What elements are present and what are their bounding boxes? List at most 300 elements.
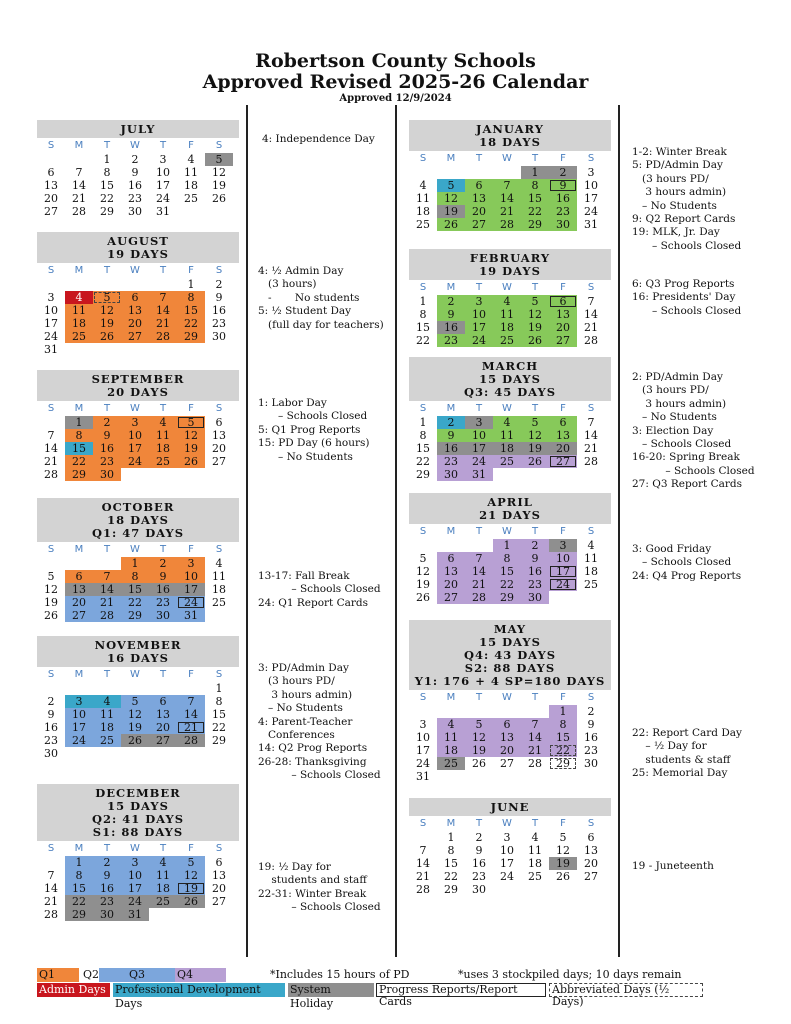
day-cell: 11 — [184, 166, 198, 179]
notes-jul: 4: Independence Day — [262, 133, 375, 145]
day-cell: 27 — [549, 334, 577, 347]
day-cell: 6 — [149, 695, 177, 708]
month-header-oct — [37, 498, 239, 542]
weekday-label: W — [130, 140, 140, 151]
day-cell: 12 — [44, 583, 58, 596]
day-cell: 28 — [584, 455, 598, 468]
day-cell: 29 — [416, 468, 430, 481]
day-cell: 19 — [177, 882, 205, 895]
day-cell: 31 — [44, 343, 58, 356]
day-cell: 17 — [156, 179, 170, 192]
day-cell: 8 — [447, 844, 455, 857]
day-cell: 20 — [212, 882, 226, 895]
day-cell: 15 — [416, 442, 430, 455]
day-cell: 16 — [93, 442, 121, 455]
day-cell: 3 — [503, 831, 511, 844]
day-grid — [409, 295, 611, 347]
day-cell: 2 — [47, 695, 55, 708]
day-cell: 25 — [184, 192, 198, 205]
month-title-line: 16 DAYS — [107, 651, 169, 665]
day-cell: 16 — [472, 857, 486, 870]
day-cell: 20 — [121, 317, 149, 330]
month-title-line: 19 DAYS — [479, 264, 541, 278]
day-cell: 1 — [419, 295, 427, 308]
day-cell: 15 — [549, 731, 577, 744]
day-cell: 29 — [65, 468, 93, 481]
weekday-label: S — [587, 403, 595, 414]
month-title-line: Q4: 43 DAYS — [463, 648, 557, 662]
day-cell: 12 — [177, 429, 205, 442]
day-cell: 7 — [177, 695, 205, 708]
legend-q2-swatch — [99, 968, 127, 982]
day-cell: 30 — [93, 908, 121, 921]
day-cell: 8 — [419, 308, 427, 321]
day-cell: 3 — [121, 416, 149, 429]
notes-jun: 19 - Juneteenth — [632, 860, 714, 872]
day-cell: 21 — [493, 205, 521, 218]
day-cell: 1 — [215, 682, 223, 695]
day-cell: 5 — [437, 179, 465, 192]
day-cell: 30 — [44, 747, 58, 760]
legend-pd-note: *Includes 15 hours of PD — [270, 968, 410, 981]
day-cell: 24 — [156, 192, 170, 205]
day-cell: 24 — [416, 757, 430, 770]
day-cell: 19 — [121, 721, 149, 734]
day-cell: 8 — [121, 570, 149, 583]
day-cell: 13 — [549, 308, 577, 321]
day-cell: 5 — [93, 291, 121, 304]
day-cell: 17 — [549, 565, 577, 578]
notes-feb: 6: Q3 Prog Reports 16: Presidents' Day – Schools Closed — [632, 278, 742, 317]
legend-stockpile-note: *uses 3 stockpiled days; 10 days remain — [458, 968, 682, 981]
day-cell: 8 — [215, 695, 223, 708]
day-cell: 16 — [128, 179, 142, 192]
day-cell: 27 — [44, 205, 58, 218]
weekday-label: M — [446, 526, 456, 537]
month-title-line: NOVEMBER — [94, 638, 182, 652]
weekday-row — [37, 403, 239, 416]
day-cell: 27 — [121, 330, 149, 343]
empty-cell — [37, 856, 65, 869]
day-cell: 10 — [500, 844, 514, 857]
empty-cell — [93, 682, 121, 695]
day-cell: 21 — [44, 455, 58, 468]
notes-aug: 4: ½ Admin Day (3 hours) - No students 5: ½ Student Day (full day for teachers) — [258, 265, 384, 331]
day-cell: 14 — [149, 304, 177, 317]
weekday-label: W — [502, 153, 512, 164]
day-cell: 1 — [447, 831, 455, 844]
month-title-line: Q3: 45 DAYS — [463, 385, 557, 399]
day-cell: 29 — [121, 609, 149, 622]
day-cell: 12 — [521, 308, 549, 321]
weekday-label: S — [215, 403, 223, 414]
day-cell: 28 — [44, 908, 58, 921]
day-cell: 23 — [44, 734, 58, 747]
day-cell: 16 — [437, 442, 465, 455]
day-cell: 9 — [215, 291, 223, 304]
weekday-label: S — [215, 544, 223, 555]
day-cell: 1 — [549, 705, 577, 718]
weekday-label: W — [130, 403, 140, 414]
day-cell: 26 — [556, 870, 570, 883]
day-cell: 13 — [212, 869, 226, 882]
weekday-label: M — [74, 265, 84, 276]
month-title-line: MAY — [493, 622, 527, 636]
day-cell: 16 — [549, 192, 577, 205]
day-cell: 25 — [93, 734, 121, 747]
day-cell: 30 — [212, 330, 226, 343]
day-cell: 29 — [212, 734, 226, 747]
weekday-label: M — [446, 153, 456, 164]
day-cell: 19 — [465, 744, 493, 757]
weekday-label: M — [74, 403, 84, 414]
day-cell: 19 — [521, 321, 549, 334]
day-cell: 17 — [121, 442, 149, 455]
day-cell: 24 — [465, 334, 493, 347]
day-grid — [409, 416, 611, 481]
day-cell: 26 — [177, 895, 205, 908]
weekday-label: W — [502, 403, 512, 414]
day-cell: 19 — [437, 205, 465, 218]
empty-cell — [437, 705, 465, 718]
empty-cell — [409, 831, 437, 844]
month-header-feb — [409, 249, 611, 280]
day-cell: 5 — [521, 416, 549, 429]
day-cell: 11 — [416, 192, 430, 205]
month-title-line: Q1: 47 DAYS — [91, 526, 185, 540]
day-cell: 18 — [65, 317, 93, 330]
day-cell: 10 — [465, 308, 493, 321]
weekday-row — [37, 669, 239, 682]
weekday-row — [409, 526, 611, 539]
day-cell: 11 — [149, 869, 177, 882]
weekday-label: S — [587, 282, 595, 293]
day-cell: 2 — [93, 416, 121, 429]
notes-oct: 13-17: Fall Break – Schools Closed 24: Q1 Report Cards — [258, 570, 381, 609]
day-cell: 2 — [549, 166, 577, 179]
day-grid — [37, 682, 239, 760]
day-cell: 25 — [149, 455, 177, 468]
day-cell: 4 — [187, 153, 195, 166]
day-cell: 1 — [103, 153, 111, 166]
day-cell: 3 — [177, 557, 205, 570]
weekday-label: T — [159, 265, 167, 276]
day-cell: 14 — [493, 192, 521, 205]
day-cell: 24 — [65, 734, 93, 747]
day-cell: 1 — [419, 416, 427, 429]
day-cell: 14 — [584, 429, 598, 442]
weekday-label: T — [159, 843, 167, 854]
day-cell: 26 — [93, 330, 121, 343]
day-cell: 5 — [559, 831, 567, 844]
day-cell: 14 — [93, 583, 121, 596]
month-title-line: 15 DAYS — [479, 372, 541, 386]
day-cell: 13 — [65, 583, 93, 596]
day-cell: 30 — [584, 757, 598, 770]
day-cell: 15 — [121, 583, 149, 596]
day-cell: 17 — [465, 321, 493, 334]
day-cell: 12 — [465, 731, 493, 744]
day-cell: 20 — [212, 442, 226, 455]
weekday-label: S — [47, 265, 55, 276]
day-cell: 1 — [521, 166, 549, 179]
weekday-label: W — [130, 544, 140, 555]
day-cell: 22 — [549, 744, 577, 757]
day-cell: 18 — [528, 857, 542, 870]
weekday-label: S — [587, 153, 595, 164]
day-cell: 18 — [212, 583, 226, 596]
day-cell: 9 — [475, 844, 483, 857]
day-cell: 16 — [584, 731, 598, 744]
weekday-label: T — [531, 153, 539, 164]
day-cell: 7 — [47, 429, 55, 442]
day-cell: 31 — [121, 908, 149, 921]
month-title-line: 15 DAYS — [479, 635, 541, 649]
day-cell: 6 — [549, 295, 577, 308]
day-cell: 19 — [177, 442, 205, 455]
empty-cell — [65, 682, 93, 695]
day-cell: 1 — [187, 278, 195, 291]
month-title-line: 15 DAYS — [107, 799, 169, 813]
day-cell: 21 — [416, 870, 430, 883]
day-cell: 14 — [72, 179, 86, 192]
day-cell: 23 — [93, 895, 121, 908]
weekday-label: W — [502, 526, 512, 537]
weekday-row — [409, 692, 611, 705]
day-cell: 24 — [549, 578, 577, 591]
day-cell: 6 — [215, 416, 223, 429]
day-cell: 4 — [149, 856, 177, 869]
day-cell: 12 — [556, 844, 570, 857]
day-cell: 21 — [584, 321, 598, 334]
day-cell: 13 — [493, 731, 521, 744]
empty-cell — [149, 278, 177, 291]
day-cell: 20 — [493, 744, 521, 757]
day-cell: 17 — [500, 857, 514, 870]
day-cell: 31 — [177, 609, 205, 622]
weekday-label: T — [531, 403, 539, 414]
day-cell: 2 — [437, 416, 465, 429]
empty-cell — [65, 153, 93, 166]
day-cell: 19 — [212, 179, 226, 192]
day-cell: 19 — [521, 442, 549, 455]
day-cell: 10 — [549, 552, 577, 565]
day-cell: 3 — [47, 291, 55, 304]
day-cell: 5 — [121, 695, 149, 708]
divider-left — [246, 105, 248, 957]
legend-q2: Q2 — [79, 968, 127, 982]
day-cell: 24 — [584, 205, 598, 218]
month-title-line: OCTOBER — [101, 500, 175, 514]
day-cell: 29 — [493, 591, 521, 604]
day-cell: 3 — [549, 539, 577, 552]
day-cell: 17 — [416, 744, 430, 757]
day-cell: 20 — [437, 578, 465, 591]
month-feb — [409, 249, 611, 347]
month-title-line: FEBRUARY — [469, 251, 551, 265]
weekday-label: T — [475, 282, 483, 293]
day-cell: 25 — [437, 757, 465, 770]
day-cell: 29 — [65, 908, 93, 921]
day-cell: 31 — [584, 218, 598, 231]
day-cell: 6 — [65, 570, 93, 583]
weekday-label: S — [47, 140, 55, 151]
legend-q3: Q3 — [127, 968, 175, 982]
day-cell: 20 — [549, 321, 577, 334]
month-title-line: AUGUST — [107, 234, 169, 248]
day-cell: 21 — [72, 192, 86, 205]
day-cell: 30 — [472, 883, 486, 896]
day-cell: 8 — [521, 179, 549, 192]
weekday-label: F — [188, 544, 194, 555]
weekday-label: M — [446, 818, 456, 829]
empty-cell — [65, 557, 93, 570]
day-cell: 1 — [65, 856, 93, 869]
notes-sep: 1: Labor Day – Schools Closed 5: Q1 Prog Reports 15: PD Day (6 hours) – No Students — [258, 397, 370, 463]
day-cell: 22 — [212, 721, 226, 734]
month-header-jul — [37, 120, 239, 138]
day-cell: 15 — [212, 708, 226, 721]
day-cell: 7 — [419, 844, 427, 857]
day-cell: 23 — [149, 596, 177, 609]
day-cell: 5 — [177, 856, 205, 869]
day-cell: 8 — [177, 291, 205, 304]
day-cell: 21 — [149, 317, 177, 330]
day-cell: 3 — [587, 166, 595, 179]
day-grid — [37, 153, 239, 218]
day-cell: 20 — [584, 857, 598, 870]
day-cell: 19 — [93, 317, 121, 330]
day-cell: 7 — [587, 416, 595, 429]
day-cell: 28 — [177, 734, 205, 747]
weekday-label: F — [560, 526, 566, 537]
weekday-label: S — [47, 544, 55, 555]
day-cell: 11 — [437, 731, 465, 744]
day-cell: 7 — [493, 179, 521, 192]
month-title-line: JULY — [120, 122, 156, 136]
day-cell: 31 — [416, 770, 430, 783]
day-cell: 24 — [121, 895, 149, 908]
school-name: Robertson County Schools — [255, 50, 536, 72]
weekday-label: M — [446, 282, 456, 293]
day-cell: 25 — [149, 895, 177, 908]
notes-dec: 19: ½ Day for students and staff 22-31: Winter Break – Schools Closed — [258, 861, 381, 914]
weekday-label: F — [560, 818, 566, 829]
day-cell: 3 — [465, 416, 493, 429]
empty-cell — [65, 278, 93, 291]
empty-cell — [465, 166, 493, 179]
day-cell: 13 — [44, 179, 58, 192]
day-cell: 13 — [149, 708, 177, 721]
day-cell: 26 — [121, 734, 149, 747]
day-grid — [409, 831, 611, 896]
day-cell: 29 — [549, 757, 577, 770]
empty-cell — [93, 557, 121, 570]
month-dec — [37, 784, 239, 921]
month-title-line: S2: 88 DAYS — [464, 661, 556, 675]
month-header-jan — [409, 120, 611, 151]
day-cell: 12 — [521, 429, 549, 442]
day-cell: 27 — [212, 455, 226, 468]
day-cell: 17 — [177, 583, 205, 596]
weekday-row — [37, 265, 239, 278]
month-header-mar — [409, 357, 611, 401]
weekday-label: T — [475, 526, 483, 537]
day-cell: 7 — [465, 552, 493, 565]
day-cell: 20 — [149, 721, 177, 734]
day-cell: 12 — [93, 304, 121, 317]
month-title-line: 19 DAYS — [107, 247, 169, 261]
empty-cell — [121, 682, 149, 695]
day-cell: 9 — [587, 718, 595, 731]
day-cell: 26 — [212, 192, 226, 205]
day-cell: 16 — [521, 565, 549, 578]
legend-q1: Q1 — [37, 968, 79, 982]
month-title-line: MARCH — [481, 359, 539, 373]
weekday-label: M — [74, 544, 84, 555]
day-cell: 30 — [521, 591, 549, 604]
month-nov — [37, 636, 239, 760]
weekday-label: T — [103, 140, 111, 151]
day-grid — [37, 856, 239, 921]
day-cell: 5 — [521, 295, 549, 308]
day-cell: 11 — [493, 429, 521, 442]
legend-abbreviated-days: Abbreviated Days (½ Days) — [549, 983, 703, 997]
weekday-label: F — [560, 153, 566, 164]
day-cell: 27 — [149, 734, 177, 747]
day-cell: 20 — [465, 205, 493, 218]
empty-cell — [437, 539, 465, 552]
day-cell: 22 — [521, 205, 549, 218]
day-cell: 8 — [103, 166, 111, 179]
day-cell: 23 — [437, 455, 465, 468]
day-cell: 25 — [528, 870, 542, 883]
month-title-line: JUNE — [490, 800, 530, 814]
legend-q4: Q4 — [175, 968, 226, 982]
day-cell: 11 — [212, 570, 226, 583]
day-cell: 2 — [93, 856, 121, 869]
day-cell: 26 — [437, 218, 465, 231]
day-cell: 18 — [493, 321, 521, 334]
day-cell: 26 — [177, 455, 205, 468]
weekday-label: T — [475, 153, 483, 164]
day-cell: 13 — [437, 565, 465, 578]
weekday-label: S — [419, 153, 427, 164]
weekday-label: W — [130, 843, 140, 854]
weekday-label: S — [419, 282, 427, 293]
day-cell: 10 — [156, 166, 170, 179]
calendar-title: Approved Revised 2025-26 Calendar — [202, 71, 589, 93]
day-cell: 8 — [65, 429, 93, 442]
legend-pd-days: Professional Development Days — [113, 983, 285, 997]
day-cell: 4 — [419, 179, 427, 192]
day-cell: 9 — [437, 308, 465, 321]
month-sep — [37, 370, 239, 481]
day-cell: 22 — [416, 455, 430, 468]
day-cell: 17 — [121, 882, 149, 895]
legend-progress-reports: Progress Reports/Report Cards — [376, 983, 546, 997]
day-grid — [409, 539, 611, 604]
month-jun — [409, 798, 611, 896]
day-cell: 11 — [149, 429, 177, 442]
month-jul — [37, 120, 239, 218]
day-cell: 6 — [437, 552, 465, 565]
day-cell: 23 — [521, 578, 549, 591]
month-title-line: SEPTEMBER — [91, 372, 185, 386]
day-cell: 31 — [465, 468, 493, 481]
day-cell: 4 — [531, 831, 539, 844]
empty-cell — [37, 416, 65, 429]
